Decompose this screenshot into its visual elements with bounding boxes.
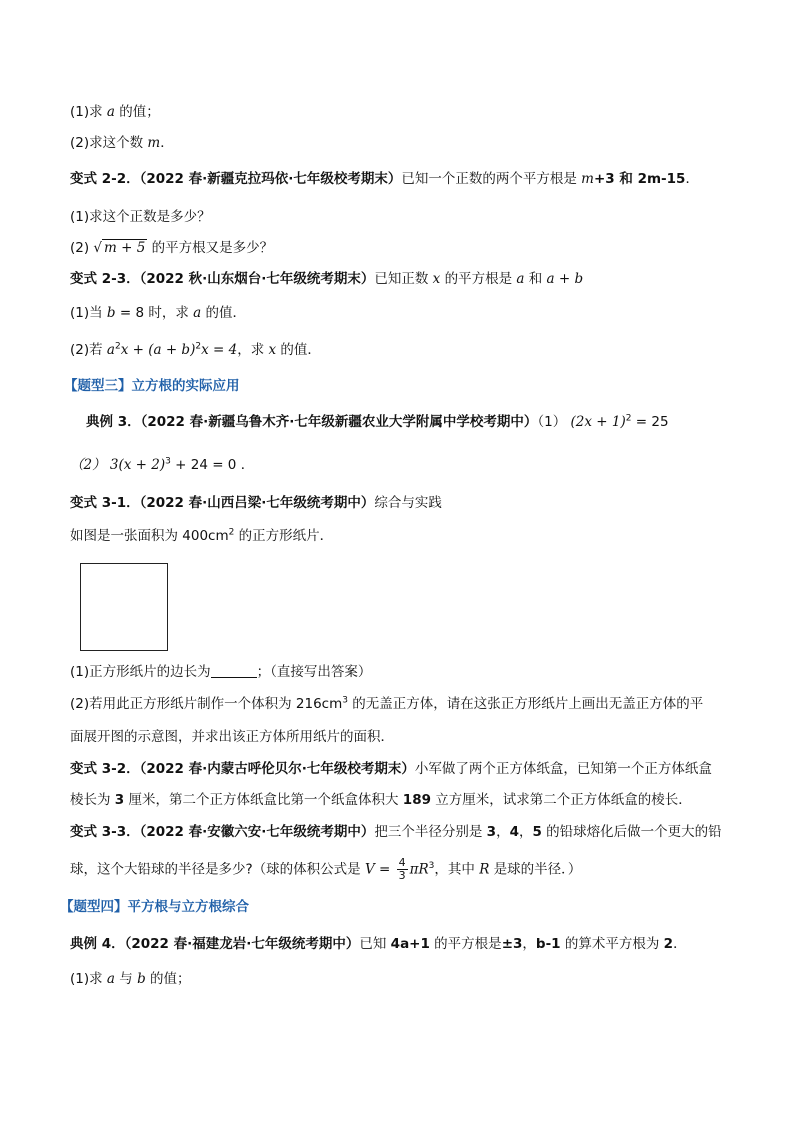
variant-3-2-line2: 棱长为 3 厘米，第二个正方体纸盒比第一个纸盒体积大 189 立方厘米，试求第二个正方体纸盒的棱长． [70, 792, 692, 808]
variant-3-1-figure-caption: 如图是一张面积为 $400cm^2$ 的正方形纸片． [70, 527, 334, 544]
variant-3-1: 变式 3-1．（2022 春·山西吕梁·七年级统考期中）综合与实践 [70, 495, 442, 511]
variant-3-2: 变式 3-2．（2022 春·内蒙古呼伦贝尔·七年级校考期末）小军做了两个正方体纸盒，已知第一个正方体纸盒 [70, 761, 712, 777]
variant-3-3-line2: 球，这个大铅球的半径是多少?（球的体积公式是 V = $\frac{4}{3}$ $\pi R^3$，其中 R 是球的半径．） [70, 856, 582, 882]
variant-3-1-q2-line1: (2)若用此正方形纸片制作一个体积为 $216cm^3$ 的无盖正方体，请在这张正方形纸片上画出无盖正方体的平 [70, 695, 704, 712]
square-paper-figure [80, 563, 168, 651]
line-2-question-m: (2)求这个数 m． [70, 135, 174, 151]
section-heading-3: 【题型三】立方根的实际应用 [64, 378, 240, 394]
variant-3-3: 变式 3-3．（2022 春·安徽六安·七年级统考期中）把三个半径分别是 3，4，5 的铅球熔化后做一个更大的铅 [70, 824, 722, 840]
section-heading-4: 【题型四】平方根与立方根综合 [60, 899, 249, 915]
variant-2-2-q2: (2) √ m + 5 的平方根又是多少？ [70, 240, 274, 256]
fraction-four-thirds: $\frac{4}{3}$ [398, 856, 406, 882]
line-1-question-a: (1)求 a 的值； [70, 104, 160, 120]
variant-2-2: 变式 2-2．（2022 春·新疆克拉玛依·七年级校考期末）已知一个正数的两个平方根是 m+3 和 2m-15． [70, 171, 699, 187]
variant-2-3-q1: (1)当 b = 8 时，求 a 的值． [70, 305, 247, 321]
example-3-part-2: （2） $3(x + 2)^3 + 24 = 0$ ． [70, 456, 255, 473]
example-4: 典例 4．（2022 春·福建龙岩·七年级统考期中）已知 4a+1 的平方根是±3，b-1 的算术平方根为 2． [70, 936, 687, 952]
variant-2-3: 变式 2-3．（2022 秋·山东烟台·七年级统考期末）已知正数 x 的平方根是 a 和 a + b [70, 271, 584, 287]
example-3: 典例 3．（2022 春·新疆乌鲁木齐·七年级新疆农业大学附属中学校考期中）（1） $(2x + 1)^2 = 25$ [86, 413, 669, 430]
variant-2-2-q1: (1)求这个正数是多少？ [70, 209, 211, 225]
sqrt-expression: √ m + 5 [93, 240, 146, 256]
answer-blank [211, 663, 257, 678]
variant-3-1-q2-line2: 面展开图的示意图，并求出该正方体所用纸片的面积． [70, 729, 394, 745]
example-4-q1: (1)求 a 与 b 的值； [70, 971, 191, 987]
variant-3-1-q1: (1)正方形纸片的边长为 ；（直接写出答案） [70, 664, 372, 680]
variant-2-3-q2: (2)若 $a^2x + (a + b)^2x = 4$，求 x 的值． [70, 341, 321, 358]
